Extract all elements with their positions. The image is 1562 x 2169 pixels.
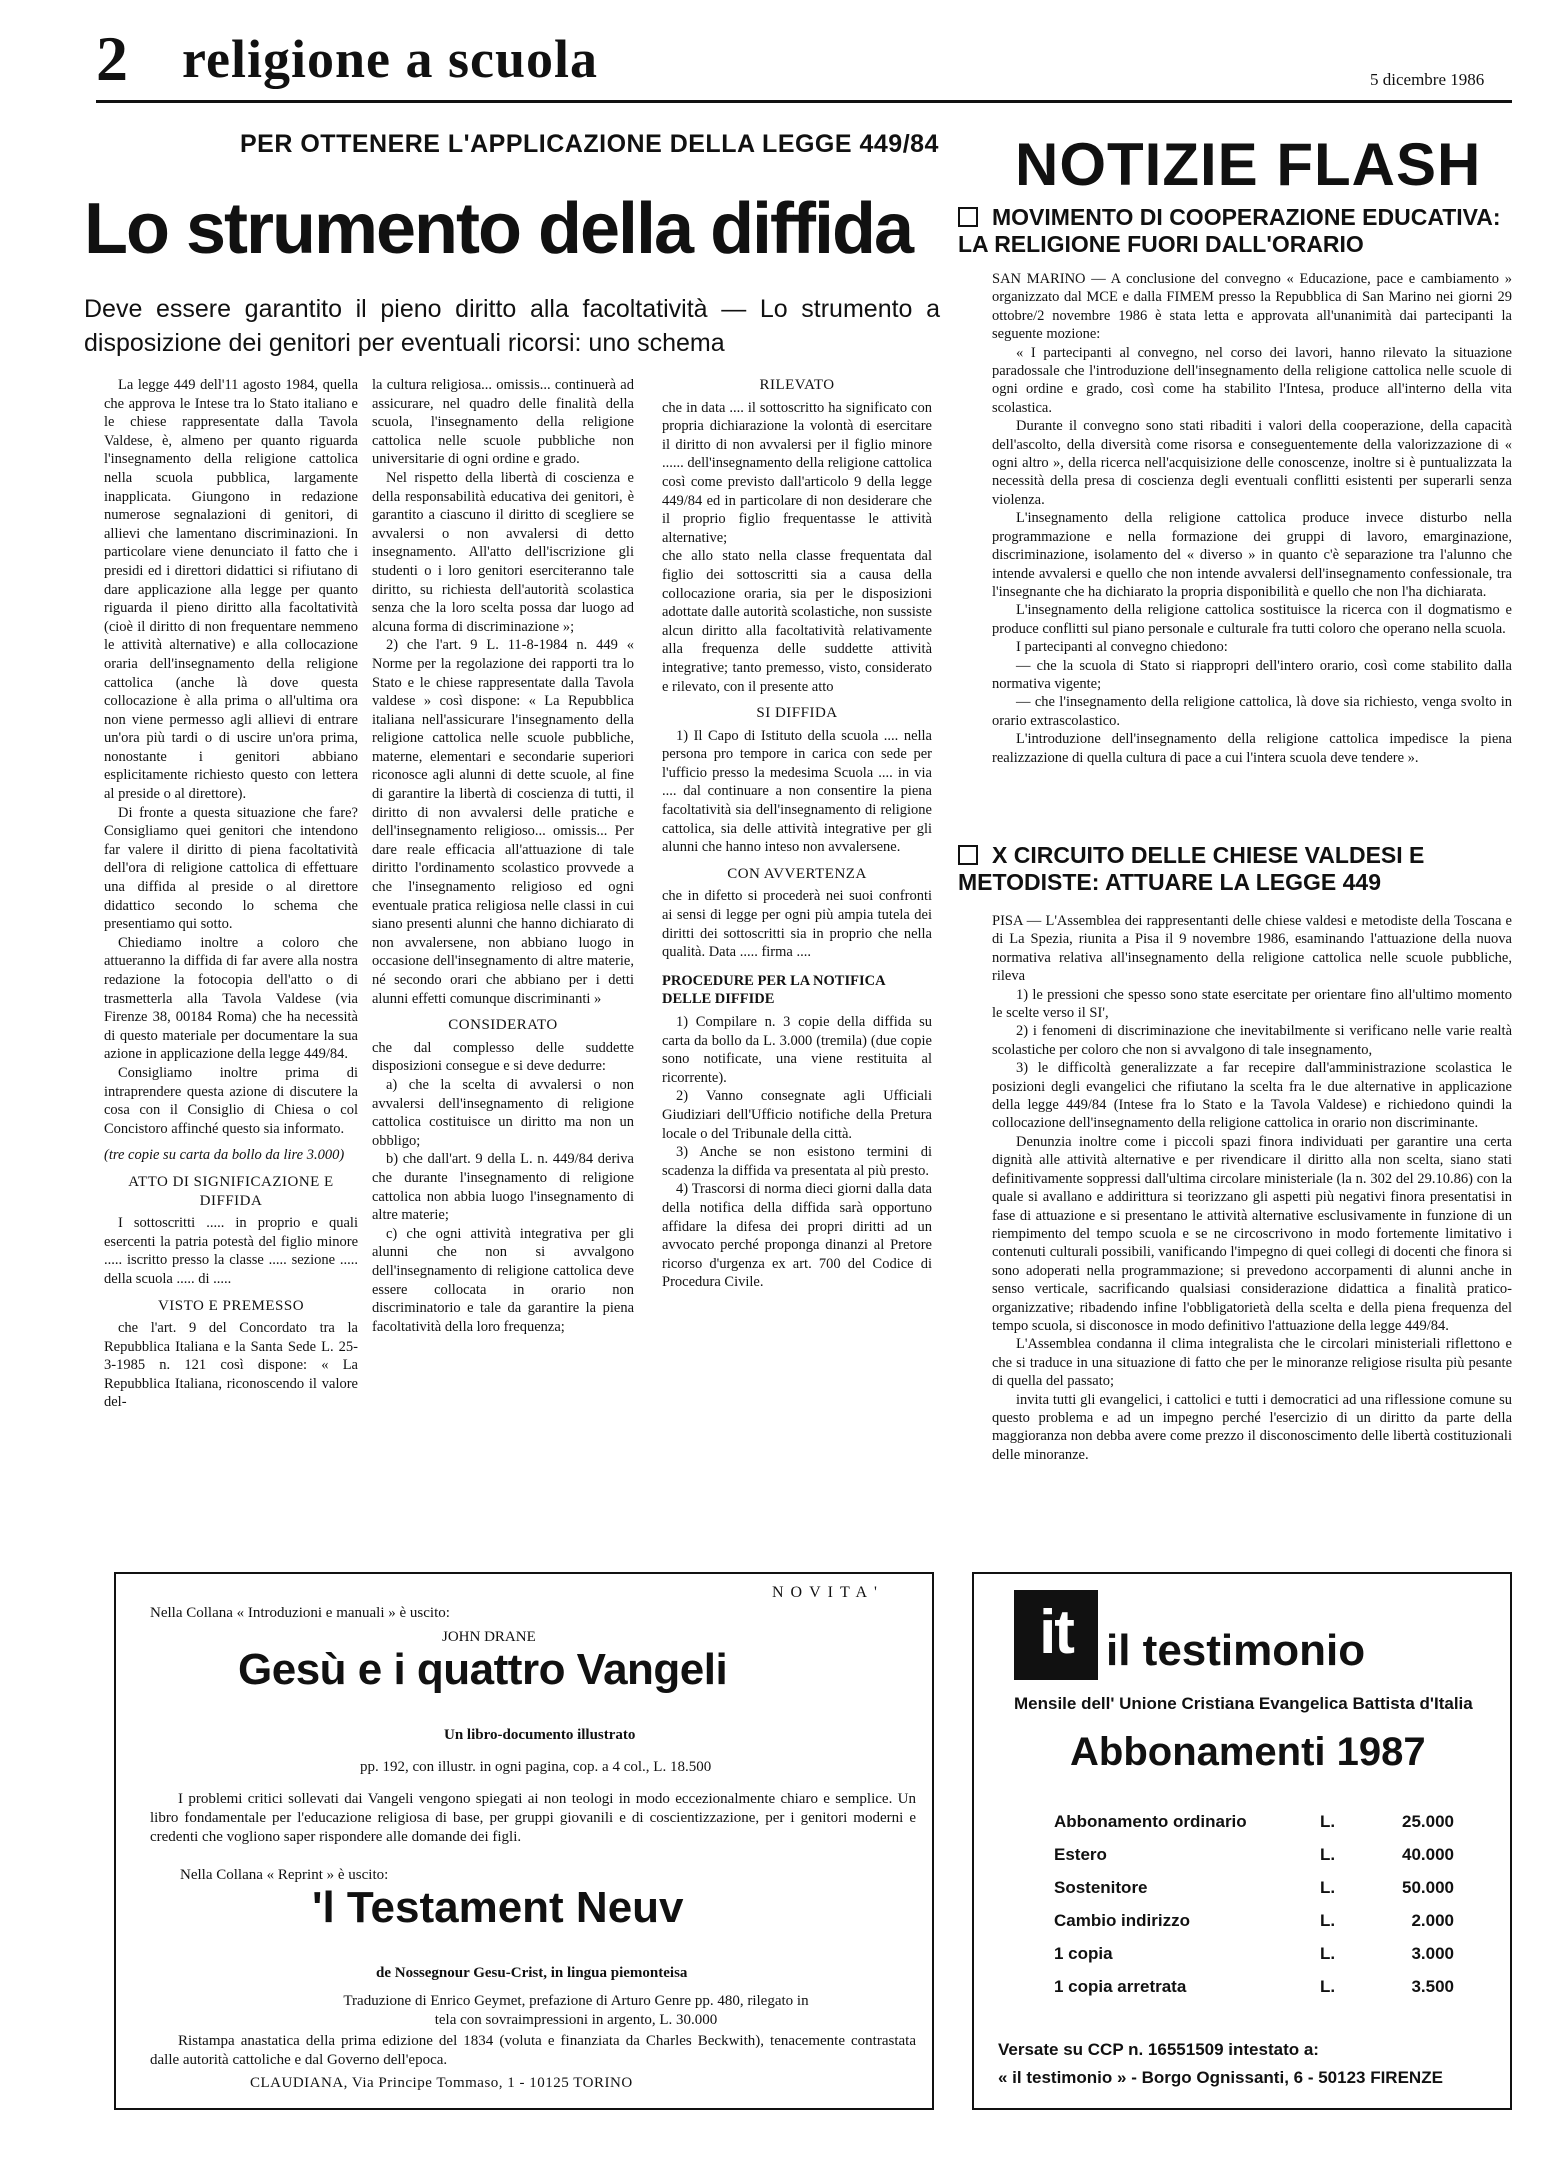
advert-intro: Nella Collana « Introduzioni e manuali » è uscito: [150,1605,450,1621]
section-heading: PROCEDURE PER LA NOTIFICA DELLE DIFFIDE [662,972,885,1008]
article-paragraph: I sottoscritti ..... in proprio e quali esercenti la patria potestà del figlio minore ..... iscritto presso la classe ..... sezione ..... della scuola ..... di ..... [104,1215,358,1287]
book-subtitle: Un libro-documento illustrato [444,1727,636,1743]
flash-paragraph: SAN MARINO — A conclusione del convegno « Educazione, pace e cambiamento » organizzato dal MCE e dalla FIMEM presso la Repubblica di San Marino nei giorni 29 ottobre/2 novembre 1986 è stata letta e approvata all'unanimità dai partecipanti la seguente mozione: [992,271,1512,343]
article-paragraph: a) che la scelta di avvalersi o non avvalersi dell'insegnamento di religione cattolica costituisce un diritto ma non un obbligo; [372,1076,634,1149]
flash-paragraph: Denunzia inoltre come i piccoli spazi finora individuati per garantire una certa dignità alle attività alternative e per rivendicare il diritto alla non scelta, siano stati definitivamente soppressi dall'ultima circolare ministeriale (la n. 302 del 29.10.86) con la quale si avallano e addirittura si teorizzano gli aspetti più negativi finora presentatisi in fase di attuazione e si presentano le attività alternative esclusivamente in funzione di un riempimento del tempo scuola e se ne circoscrivono in modo fortemente limitativo i contenuti culturali possibili, vanificando l'impegno di quei collegi di docenti che finora si sono adoperati nella programmazione; si prevedono accorpamenti di alunni anche in senso verticale, sacrificando qualsiasi considerazione didattica a finalità pratico-organizzative; ribadendo infine l'obbligatorietà della scelta e della piena frequenza del tempo scuola, si disconosce in modo definitivo l'attuazione della legge 449/84. [992,1133,1512,1334]
article-paragraph: che dal complesso delle suddette disposizioni consegue e si deve dedurre: [372,1039,634,1075]
subscription-row [1054,1812,1454,1845]
advert-label: NOVITA' [772,1584,884,1601]
book-author: JOHN DRANE [442,1629,536,1645]
article-paragraph: 1) Compilare n. 3 copie della diffida su carta da bollo da L. 3.000 (tremila) (due copie sono notificate, una viene restituita al ricorrente). [662,1014,932,1086]
flash-paragraph: PISA — L'Assemblea dei rappresentanti delle chiese valdesi e metodiste della Toscana e di La Spezia, riunita a Pisa il 9 novembre 1986, esaminando l'attuazione della nuova normativa relativa all'insegnamento della religione cattolica nelle scuole pubbliche, rileva [992,913,1512,985]
article-paragraph: 3) Anche se non esistono termini di scadenza la diffida va presentata al più presto. [662,1144,932,1179]
subscription-label: Abbonamento ordinario [1054,1812,1247,1831]
subscription-label: 1 copia [1054,1944,1113,1963]
subscription-row [1054,1878,1454,1911]
article-column-3 [662,376,932,1292]
currency: L. [1320,1911,1336,1930]
section-heading: SI DIFFIDA [756,705,838,722]
article-paragraph: la cultura religiosa... omissis... continuerà ad assicurare, nel quadro delle finalità della scuola, l'insegnamento della religione cattolica nelle scuole pubbliche non universitarie di ogni ordine e grado. [372,377,634,468]
article-paragraph: che in data .... il sottoscritto ha significato con propria dichiarazione la volontà di esercitare il diritto di non avvalersi per il figlio minore ...... dell'insegnamento della religione cattolica così come previsto dall'articolo 9 della legge 449/84 ed in particolare di non desiderare che il proprio figlio frequentasse le attività alternative; [662,399,932,546]
flash-paragraph: « I partecipanti al convegno, nel corso dei lavori, hanno rilevato la situazione paradossale che l'introduzione dell'insegnamento della religione cattolica nelle scuole di ogni ordine e grado, così come ha stabilito l'Intesa, produce all'interno della vita scolastica. [992,344,1512,416]
flash-paragraph: I partecipanti al convegno chiedono: [1016,639,1228,656]
article-paragraph: che allo stato nella classe frequentata dal figlio dei sottoscritti sia a causa della collocazione oraria, sia per le disposizioni adottate dalle autorità scolastiche, non sussiste alcun diritto alla facoltatività relativamente alla frequenza delle suddette attività integrative; tanto premesso, visto, considerato e rilevato, con il presente atto [662,548,932,695]
subscription-row [1054,1944,1454,1977]
subscription-row [1054,1845,1454,1878]
article-paragraph: La legge 449 dell'11 agosto 1984, quella che approva le Intese tra lo Stato italiano e le chiese rappresentate dalla Tavola Valdese, è, almeno per quanto riguarda l'insegnamento della religione cattolica nella scuola pubblica, largamente inapplicata. Giungono in redazione numerose segnalazioni di genitori, di allievi che lamentano discriminazioni. In particolare viene denunciato il fatto che i presidi ed i direttori didattici si rifiutano di dare applicazione alla legge per quanto riguarda il pieno diritto alla facoltatività (cioè il diritto di non frequentare nemmeno le attività alternative) e alla collocazione oraria dell'insegnamento della religione cattolica (anche là dove questa collocazione è alla prima o all'ultima ora non viene permesso agli allievi di entrare un'ora più tardi o di uscire un'ora prima, nonostante i genitori abbiano esplicitamente richiesto questo con lettera al preside o al direttore). [104,377,358,803]
subscriptions-table [1054,1812,1454,2010]
article-paragraph: Di fronte a questa situazione che fare? Consigliamo quei genitori che intendono far valere il diritto di piena facoltatività dell'ora di religione cattolica di effettuare una diffida al preside o al direttore didattico secondo lo schema che presentiamo qui sotto. [104,804,358,933]
subscription-amount: 50.000 [1402,1878,1454,1897]
flash-paragraph: 2) i fenomeni di discriminazione che inevitabilmente si verificano nelle varie realtà scolastiche per coloro che non si avvalgono di tale insegnamento, [992,1023,1512,1058]
flash-paragraph: — che l'insegnamento della religione cattolica, là dove sia richiesto, venga svolto in orario extrascolastico. [992,694,1512,729]
flash-paragraph: L'Assemblea condanna il clima integralista che le circolari ministeriali riflettono e che si traduce in una situazione di fatto che per le minoranze religiose risulta più pesante di quella del passato; [992,1336,1512,1390]
article-paragraph: Consigliamo inoltre prima di intraprendere questa azione di discutere la cosa con il Consiglio di Chiesa o col Concistoro affinché questo sia informato. [104,1064,358,1137]
page-number: 2 [96,23,128,94]
subscription-amount: 3.000 [1411,1944,1454,1963]
book-description: I problemi critici sollevati dai Vangeli vengono spiegati ai non teologi in modo eccezionalmente chiaro e semplice. Un libro fondamentale per l'educazione religiosa di base, per gruppi giovanili e di coscientizzazione, per i genitori moderni e credenti che vogliono saper rispondere alle domande dei figli. [150,1791,916,1845]
flash-headline [958,842,1518,896]
flash-headline-text: X CIRCUITO DELLE CHIESE VALDESI E METODISTE: ATTUARE LA LEGGE 449 [958,842,1425,895]
article-paragraph: 2) Vanno consegnate agli Ufficiali Giudiziari dell'Ufficio notifiche della Pretura locale o del Tribunale della città. [662,1088,932,1142]
subscription-amount: 2.000 [1411,1911,1454,1930]
section-heading: CONSIDERATO [448,1017,558,1034]
book-description: Ristampa anastatica della prima edizione del 1834 (voluta e finanziata da Charles Beckwith), tenacemente contrastata dalle autorità cattoliche e dal Governo dell'epoca. [150,2033,916,2068]
subscription-label: Cambio indirizzo [1054,1911,1190,1930]
book-credits: Traduzione di Enrico Geymet, prefazione di Arturo Genre pp. 480, rilegato in tela con sovraimpressioni in argento, L. 30.000 [343,1993,809,2028]
currency: L. [1320,1878,1336,1897]
flash-headline-text: MOVIMENTO DI COOPERAZIONE EDUCATIVA: LA RELIGIONE FUORI DALL'ORARIO [958,204,1501,257]
article-paragraph: 1) Il Capo di Istituto della scuola .... nella persona pro tempore in carica con sede per l'ufficio presso la medesima Scuola .... in via .... dal continuare a non consentire la piena facoltatività sia dell'insegnamento di religione cattolica, sia delle attività integrative per gli alunni che hanno inteso non avvalersene. [662,727,932,856]
article-column-1 [104,376,358,1412]
book-subtitle: de Nossegnour Gesu-Crist, in lingua piemonteisa [376,1965,688,1981]
article-paragraph: che l'art. 9 del Concordato tra la Repubblica Italiana e la Santa Sede L. 25-3-1985 n. 121 così dispone: « La Repubblica Italiana, riconoscendo il valore del- [104,1320,358,1411]
payment-instructions: Versate su CCP n. 16551509 intestato a: [998,2040,1319,2059]
flash-paragraph: Durante il convegno sono stati ribaditi i valori della cooperazione, della capacità dell'ascolto, della diversità come risorsa e conseguentemente della valorizzazione di « ogni altro », della ricerca nell'acquisizione delle conoscenze, inoltre si è puntualizzata la necessità della presa di coscienza degli eventuali conflitti esistenti per superarli senza violenza. [992,418,1512,508]
section-title: religione a scuola [182,29,598,89]
publisher-address: CLAUDIANA, Via Principe Tommaso, 1 - 10125 TORINO [250,2075,633,2091]
currency: L. [1320,1944,1336,1963]
flash-body [992,912,1512,1464]
article-paragraph: che in difetto si procederà nei suoi confronti ai sensi di legge per ogni più ampia tutela dei diritti dei sottoscritti sia in proprio che nella qualità. Data ..... firma .... [662,888,932,961]
currency: L. [1320,1845,1336,1864]
testimonio-logo: it [1014,1590,1098,1680]
subscription-row [1054,1977,1454,2010]
flash-paragraph: — che la scuola di Stato si riappropri dell'intero orario, così come stabilito dalla normativa vigente; [992,657,1512,692]
article-subtitle: Deve essere garantito il pieno diritto alla facoltatività — Lo strumento a disposizione dei genitori per eventuali ricorsi: uno schema [84,295,940,357]
section-heading: RILEVATO [759,377,835,393]
article-paragraph: b) che dall'art. 9 della L. n. 449/84 deriva che durante l'insegnamento di religione cattolica non abbia luogo l'insegnamento di altre materie; [372,1151,634,1224]
article-paragraph: Chiediamo inoltre a coloro che attueranno la diffida di far avere alla nostra redazione la fotocopia dell'atto o di trasmetterla alla Tavola Valdese (via Firenze 38, 00184 Roma) che ha necessità di questo materiale per documentare la sua azione in applicazione della legge 449/84. [104,934,358,1063]
subscriptions-title: Abbonamenti 1987 [1070,1730,1426,1774]
book-title: 'l Testament Neuv [312,1883,684,1932]
advert-intro: Nella Collana « Reprint » è uscito: [180,1867,389,1883]
subscription-row [1054,1911,1454,1944]
flash-title: NOTIZIE FLASH [1015,131,1482,198]
flash-paragraph: L'introduzione dell'insegnamento della religione cattolica impedisce la piena realizzazione di quella cultura di pace a cui l'intera scuola deve tendere ». [992,731,1512,766]
subscription-label: Estero [1054,1845,1107,1864]
magazine-address: « il testimonio » - Borgo Ognissanti, 6 - 50123 FIRENZE [998,2068,1443,2087]
article-kicker: PER OTTENERE L'APPLICAZIONE DELLA LEGGE 449/84 [240,130,939,158]
section-heading: VISTO E PREMESSO [157,1297,305,1314]
subscription-amount: 25.000 [1402,1812,1454,1831]
article-paragraph: c) che ogni attività integrativa per gli alunni che non si avvalgono dell'insegnamento di religione cattolica deve essere collocata in orario non discriminatorio e tale da garantire la piena facoltatività della loro frequenza; [372,1225,634,1335]
magazine-tagline: Mensile dell' Unione Cristiana Evangelica Battista d'Italia [1014,1694,1473,1713]
subscription-label: 1 copia arretrata [1054,1977,1187,1996]
currency: L. [1320,1812,1336,1831]
article-note: (tre copie su carta da bollo da lire 3.000) [104,1147,345,1164]
square-bullet-icon [958,207,978,227]
flash-paragraph: L'insegnamento della religione cattolica produce invece disturbo nella programmazione e nella formazione dei gruppi di lavoro, emarginazione, discriminazione, isolamento del « diverso » in quanto c'è separazione tra l'alunno che intende avvalersi e quello che non intende avvalersi dell'insegnamento confessionale, tra l'insegnante che ha dichiarato la propria disponibilità e quello che non l'ha dichiarata. [992,510,1512,600]
flash-headline [958,204,1518,258]
section-heading: ATTO DI SIGNIFICAZIONE E DIFFIDA [128,1173,334,1209]
article-paragraph: 4) Trascorsi di norma dieci giorni dalla data della notifica della diffida sarà opportuno affidare la difesa dei propri diritti ad un avvocato perché proponga dinanzi al Pretore ricorso d'urgenza ex art. 700 del Codice di Procedura Civile. [662,1181,932,1291]
subscription-label: Sostenitore [1054,1878,1148,1897]
square-bullet-icon [958,845,978,865]
magazine-name: il testimonio [1106,1626,1366,1675]
issue-date: 5 dicembre 1986 [1370,70,1485,89]
masthead-rule [96,100,1512,103]
subscription-amount: 3.500 [1411,1977,1454,1996]
book-title: Gesù e i quattro Vangeli [238,1645,728,1694]
flash-paragraph: 3) le difficoltà generalizzate a far recepire dall'amministrazione scolastica le posizioni degli evangelici che rifiutano la scelta fra le due alternative in applicazione della legge 449/84 (Intese fra lo Stato e la Tavola Valdese) e richiedono quindi la collocazione dell'insegnamento della religione cattolica in orario non discriminante. [992,1060,1512,1132]
flash-paragraph: L'insegnamento della religione cattolica sostituisce la ricerca con il dogmatismo e produce conflitti sul piano personale e culturale fra tutti coloro che operano nella scuola. [992,602,1512,637]
flash-paragraph: invita tutti gli evangelici, i cattolici e tutti i democratici ad una riflessione comune su questo problema e ad un impegno perché l'esercizio di un diritto da parte della maggioranza non debba avere come prezzo il disconoscimento delle libertà costituzionali delle minoranze. [992,1391,1512,1463]
flash-paragraph: 1) le pressioni che spesso sono state esercitate per orientare fino all'ultimo momento le scelte verso il SI', [992,986,1512,1022]
book-price: pp. 192, con illustr. in ogni pagina, cop. a 4 col., L. 18.500 [360,1759,712,1775]
article-paragraph: 2) che l'art. 9 L. 11-8-1984 n. 449 « Norme per la regolazione dei rapporti tra lo Stato e le chiese rappresentate dalla Tavola valdese » così dispone: « La Repubblica italiana nell'assicurare l'insegnamento della religione cattolica nelle scuole pubbliche, materne, elementari e secondarie superiori riconosce agli alunni di dette scuole, al fine di garantire la libertà di coscienza di tutti, il diritto di non avvalersi delle pratiche e dell'insegnamento religioso... omissis... Per dare reale efficacia all'attuazione di tale diritto l'ordinamento scolastico provvede a che l'insegnamento religioso ed ogni eventuale pratica religiosa nelle classi in cui siano presenti alunni che hanno dichiarato di non avvalersene, non abbiano luogo in occasione dell'insegnamento di altre materie, né secondo orari che abbiano per i detti alunni effetti comunque discriminanti » [372,637,634,1007]
article-column-2 [372,376,634,1336]
flash-body [992,270,1512,767]
currency: L. [1320,1977,1336,1996]
article-title: Lo strumento della diffida [84,189,913,269]
subscription-amount: 40.000 [1402,1845,1454,1864]
section-heading: CON AVVERTENZA [727,865,867,882]
article-paragraph: Nel rispetto della libertà di coscienza e della responsabilità educativa dei genitori, è garantito a ciascuno il diritto di scegliere se avvalersi o non avvalersi di detto insegnamento. All'atto dell'iscrizione gli studenti o i loro genitori eserciteranno tale diritto, su richiesta dell'autorità scolastica senza che la loro scelta possa dar luogo ad alcuna forma di discriminazione »; [372,469,634,635]
